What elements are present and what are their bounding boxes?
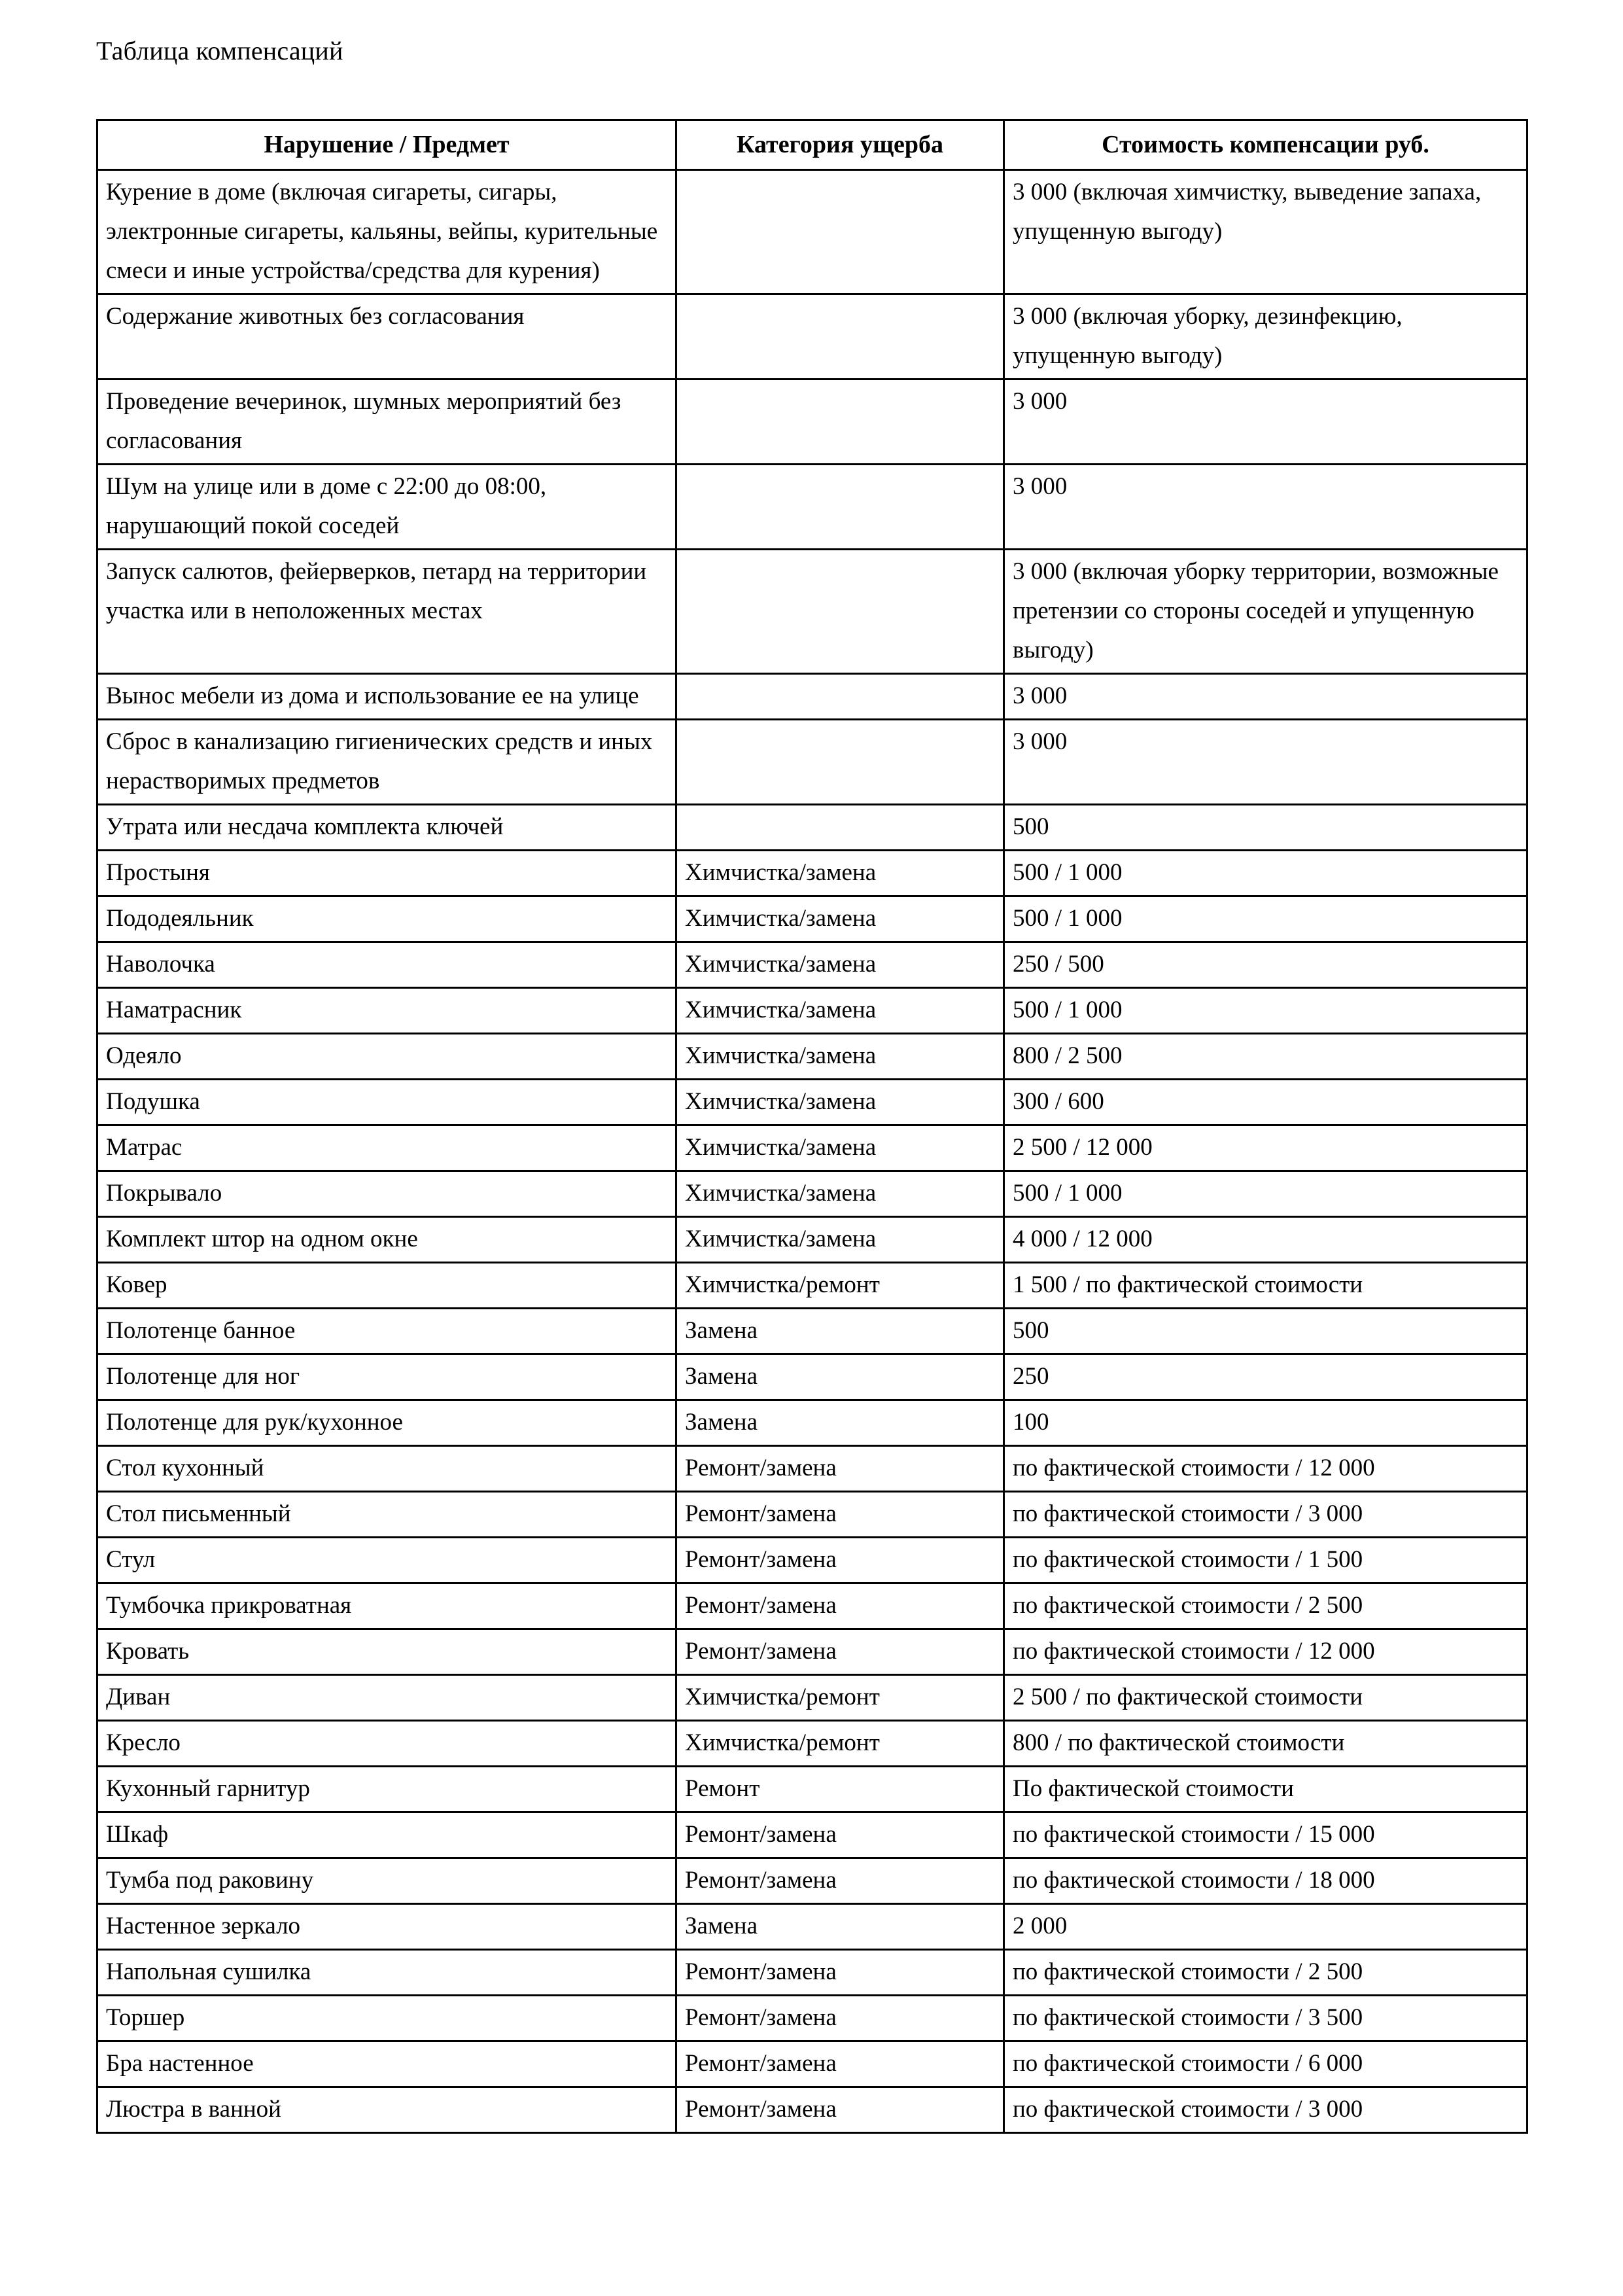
cell-damage-category [676,805,1004,851]
cell-compensation-cost: 2 000 [1004,1904,1527,1950]
table-row [97,1996,1527,2041]
table-row [97,1080,1527,1125]
cell-damage-category: Ремонт [676,1767,1004,1812]
cell-damage-category [676,550,1004,674]
table-body [97,170,1527,2133]
cell-item: Торшер [97,1996,676,2041]
cell-item: Бра настенное [97,2041,676,2087]
cell-compensation-cost: 3 000 (включая химчистку, выведение запаха, упущенную выгоду) [1004,170,1527,294]
cell-item: Ковер [97,1263,676,1309]
table-row [97,550,1527,674]
cell-damage-category: Химчистка/замена [676,851,1004,896]
cell-compensation-cost: 500 / 1 000 [1004,988,1527,1034]
table-row [97,1675,1527,1721]
cell-compensation-cost: по фактической стоимости / 15 000 [1004,1812,1527,1858]
cell-compensation-cost: 800 / по фактической стоимости [1004,1721,1527,1767]
cell-item: Комплект штор на одном окне [97,1217,676,1263]
cell-damage-category: Ремонт/замена [676,1812,1004,1858]
page-title: Таблица компенсаций [96,36,343,65]
cell-damage-category: Химчистка/замена [676,1080,1004,1125]
cell-item: Стол кухонный [97,1446,676,1492]
cell-compensation-cost: 500 [1004,1309,1527,1354]
table-row [97,1492,1527,1538]
cell-damage-category: Ремонт/замена [676,1950,1004,1996]
cell-compensation-cost: 2 500 / по фактической стоимости [1004,1675,1527,1721]
cell-compensation-cost: 100 [1004,1400,1527,1446]
cell-damage-category: Ремонт/замена [676,1538,1004,1583]
table-header [97,120,1527,170]
table-row [97,674,1527,720]
cell-damage-category [676,674,1004,720]
cell-damage-category [676,465,1004,550]
cell-item: Тумбочка прикроватная [97,1583,676,1629]
cell-item: Подушка [97,1080,676,1125]
cell-damage-category: Замена [676,1354,1004,1400]
table-row [97,1125,1527,1171]
table-row [97,1171,1527,1217]
cell-item: Полотенце банное [97,1309,676,1354]
cell-compensation-cost: 3 000 (включая уборку, дезинфекцию, упущенную выгоду) [1004,294,1527,380]
table-row [97,1812,1527,1858]
cell-damage-category: Химчистка/замена [676,942,1004,988]
cell-compensation-cost: 1 500 / по фактической стоимости [1004,1263,1527,1309]
cell-damage-category: Замена [676,1904,1004,1950]
cell-item: Сброс в канализацию гигиенических средств и иных нерастворимых предметов [97,720,676,805]
cell-item: Проведение вечеринок, шумных мероприятий без согласования [97,380,676,465]
table-row [97,170,1527,294]
cell-compensation-cost: по фактической стоимости / 6 000 [1004,2041,1527,2087]
cell-damage-category: Ремонт/замена [676,1629,1004,1675]
cell-item: Напольная сушилка [97,1950,676,1996]
table-row [97,1858,1527,1904]
cell-compensation-cost: по фактической стоимости / 3 000 [1004,2087,1527,2133]
table-row [97,1950,1527,1996]
column-header-item: Нарушение / Предмет [97,120,676,170]
cell-compensation-cost: по фактической стоимости / 12 000 [1004,1629,1527,1675]
table-row [97,896,1527,942]
table-row [97,2087,1527,2133]
cell-item: Полотенце для ног [97,1354,676,1400]
table-row [97,988,1527,1034]
table-row [97,1034,1527,1080]
cell-compensation-cost: 3 000 [1004,674,1527,720]
compensation-table-container [96,119,1526,2134]
table-row [97,942,1527,988]
cell-damage-category: Ремонт/замена [676,1858,1004,1904]
table-row [97,2041,1527,2087]
cell-damage-category: Ремонт/замена [676,1446,1004,1492]
cell-damage-category [676,170,1004,294]
cell-compensation-cost: 250 [1004,1354,1527,1400]
table-row [97,1538,1527,1583]
table-row [97,1354,1527,1400]
table-row [97,1583,1527,1629]
cell-compensation-cost: 250 / 500 [1004,942,1527,988]
cell-compensation-cost: по фактической стоимости / 2 500 [1004,1950,1527,1996]
table-row [97,851,1527,896]
cell-compensation-cost: 3 000 (включая уборку территории, возможные претензии со стороны соседей и упущенную выгоду) [1004,550,1527,674]
cell-damage-category: Химчистка/ремонт [676,1263,1004,1309]
cell-item: Тумба под раковину [97,1858,676,1904]
cell-damage-category: Химчистка/замена [676,1171,1004,1217]
table-row [97,294,1527,380]
cell-compensation-cost: по фактической стоимости / 3 000 [1004,1492,1527,1538]
cell-item: Стул [97,1538,676,1583]
cell-damage-category: Химчистка/замена [676,988,1004,1034]
cell-item: Наволочка [97,942,676,988]
cell-damage-category: Ремонт/замена [676,2041,1004,2087]
table-row [97,1217,1527,1263]
cell-damage-category: Ремонт/замена [676,1492,1004,1538]
cell-item: Кровать [97,1629,676,1675]
cell-damage-category: Замена [676,1309,1004,1354]
cell-item: Содержание животных без согласования [97,294,676,380]
table-row [97,1767,1527,1812]
table-row [97,1629,1527,1675]
cell-item: Простыня [97,851,676,896]
cell-compensation-cost: 3 000 [1004,465,1527,550]
table-row [97,1904,1527,1950]
table-row [97,380,1527,465]
cell-compensation-cost: По фактической стоимости [1004,1767,1527,1812]
cell-item: Кухонный гарнитур [97,1767,676,1812]
cell-compensation-cost: 800 / 2 500 [1004,1034,1527,1080]
cell-item: Запуск салютов, фейерверков, петард на территории участка или в неположенных местах [97,550,676,674]
cell-damage-category [676,720,1004,805]
cell-compensation-cost: по фактической стоимости / 3 500 [1004,1996,1527,2041]
cell-item: Утрата или несдача комплекта ключей [97,805,676,851]
cell-damage-category: Ремонт/замена [676,1996,1004,2041]
cell-item: Настенное зеркало [97,1904,676,1950]
table-row [97,1263,1527,1309]
cell-item: Шкаф [97,1812,676,1858]
cell-compensation-cost: по фактической стоимости / 12 000 [1004,1446,1527,1492]
cell-item: Шум на улице или в доме с 22:00 до 08:00, нарушающий покой соседей [97,465,676,550]
cell-compensation-cost: 2 500 / 12 000 [1004,1125,1527,1171]
cell-item: Кресло [97,1721,676,1767]
cell-item: Одеяло [97,1034,676,1080]
cell-item: Полотенце для рук/кухонное [97,1400,676,1446]
column-header-compensation-cost: Стоимость компенсации руб. [1004,120,1527,170]
cell-damage-category [676,294,1004,380]
table-row [97,1446,1527,1492]
cell-damage-category: Химчистка/замена [676,896,1004,942]
table-row [97,1309,1527,1354]
cell-damage-category: Химчистка/ремонт [676,1675,1004,1721]
cell-compensation-cost: 500 / 1 000 [1004,896,1527,942]
cell-item: Вынос мебели из дома и использование ее на улице [97,674,676,720]
cell-damage-category: Химчистка/замена [676,1217,1004,1263]
cell-item: Стол письменный [97,1492,676,1538]
cell-compensation-cost: 500 / 1 000 [1004,851,1527,896]
cell-compensation-cost: 4 000 / 12 000 [1004,1217,1527,1263]
cell-item: Пододеяльник [97,896,676,942]
cell-item: Наматрасник [97,988,676,1034]
compensation-table [96,119,1528,2134]
cell-compensation-cost: по фактической стоимости / 1 500 [1004,1538,1527,1583]
cell-item: Люстра в ванной [97,2087,676,2133]
column-header-damage-category: Категория ущерба [676,120,1004,170]
cell-damage-category [676,380,1004,465]
cell-damage-category: Химчистка/замена [676,1125,1004,1171]
cell-item: Покрывало [97,1171,676,1217]
cell-item: Матрас [97,1125,676,1171]
cell-compensation-cost: 300 / 600 [1004,1080,1527,1125]
cell-damage-category: Ремонт/замена [676,1583,1004,1629]
table-row [97,805,1527,851]
table-row [97,1721,1527,1767]
cell-damage-category: Замена [676,1400,1004,1446]
cell-compensation-cost: по фактической стоимости / 18 000 [1004,1858,1527,1904]
cell-damage-category: Химчистка/ремонт [676,1721,1004,1767]
table-header-row [97,120,1527,170]
cell-damage-category: Химчистка/замена [676,1034,1004,1080]
table-row [97,720,1527,805]
cell-compensation-cost: 500 [1004,805,1527,851]
table-row [97,465,1527,550]
cell-compensation-cost: 3 000 [1004,720,1527,805]
cell-compensation-cost: по фактической стоимости / 2 500 [1004,1583,1527,1629]
cell-compensation-cost: 500 / 1 000 [1004,1171,1527,1217]
cell-damage-category: Ремонт/замена [676,2087,1004,2133]
table-row [97,1400,1527,1446]
cell-compensation-cost: 3 000 [1004,380,1527,465]
cell-item: Курение в доме (включая сигареты, сигары, электронные сигареты, кальяны, вейпы, курительные смеси и иные устройства/средства для курения) [97,170,676,294]
cell-item: Диван [97,1675,676,1721]
